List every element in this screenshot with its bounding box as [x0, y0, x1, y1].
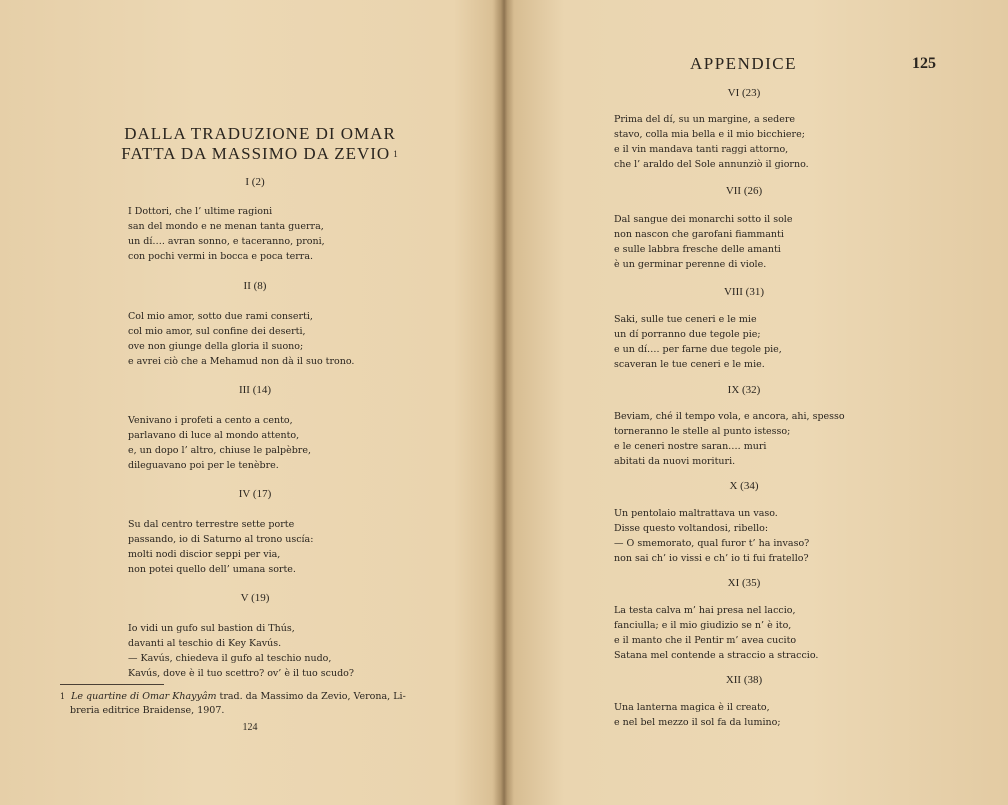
footnote-marker: 1	[393, 149, 399, 159]
stanza-heading: I (2)	[245, 176, 265, 188]
running-head: APPENDICE	[690, 54, 798, 73]
stanza	[614, 312, 782, 372]
verse-line: Beviam, ché il tempo vola, e ancora, ahi, spesso	[614, 411, 845, 422]
stanza	[614, 212, 792, 272]
verse-line: Io vidi un gufo sul bastion di Thús,	[128, 623, 295, 634]
verse-line: Dal sangue dei monarchi sotto il sole	[614, 214, 793, 225]
verse-line: è un germinar perenne di viole.	[614, 259, 767, 270]
verse-line: Un pentolaio maltrattava un vaso.	[614, 508, 778, 519]
page-number: 124	[242, 722, 258, 733]
verse-line: Satana mel contende a straccio a straccio.	[614, 650, 819, 661]
stanza-heading: II (8)	[243, 280, 267, 292]
right-page	[504, 0, 1008, 805]
verse-line: un dí…. avran sonno, e taceranno, proni,	[128, 236, 325, 247]
footnote	[60, 690, 460, 718]
verse-line: dileguavano poi per le tenèbre.	[128, 460, 279, 471]
verse-line: e le ceneri nostre saran…. muri	[614, 441, 767, 452]
verse-line: e sulle labbra fresche delle amanti	[614, 244, 781, 255]
verse-line: Su dal centro terrestre sette porte	[128, 519, 295, 530]
stanza-heading: X (34)	[729, 480, 759, 492]
stanza-heading: V (19)	[240, 592, 270, 604]
verse-line: parlavano di luce al mondo attento,	[128, 430, 300, 441]
verse-line: scaveran le tue ceneri e le mie.	[614, 359, 765, 370]
stanza-heading: IX (32)	[727, 384, 761, 396]
footnote-marker: 1	[60, 692, 66, 701]
verse-line: non sai ch’ io vissi e ch’ io ti fui fratello?	[614, 553, 809, 564]
verse-line: Prima del dí, su un margine, a sedere	[614, 114, 796, 125]
verse-line: e il vin mandava tanti raggi attorno,	[614, 144, 789, 155]
verse-line: col mio amor, sul confine dei deserti,	[128, 326, 306, 337]
verse-line: non potei quello dell’ umana sorte.	[128, 564, 296, 575]
verse-line: abitati da nuovi morituri.	[614, 456, 736, 467]
verse-line: e avrei ciò che a Mehamud non dà il suo trono.	[128, 356, 355, 367]
stanza	[128, 204, 325, 264]
verse-line: — O smemorato, qual furor t’ ha invaso?	[614, 538, 810, 549]
stanza-heading: III (14)	[238, 384, 272, 396]
book-gutter	[492, 0, 514, 805]
verse-line: torneranno le stelle al punto istesso;	[614, 426, 791, 437]
verse-line: e nel bel mezzo il sol fa da lumino;	[614, 717, 781, 728]
verse-line: con pochi vermi in bocca e poca terra.	[128, 251, 314, 262]
verse-line: Venivano i profeti a cento a cento,	[128, 415, 293, 426]
verse-line: stavo, colla mia bella e il mio bicchiere;	[614, 129, 805, 140]
verse-line: ove non giunge della gloria il suono;	[128, 341, 304, 352]
verse-line: Una lanterna magica è il creato,	[614, 702, 770, 713]
verse-line: e, un dopo l’ altro, chiuse le palpèbre,	[128, 445, 311, 456]
stanza-heading: XI (35)	[727, 577, 761, 589]
page-title	[110, 124, 410, 164]
footnote-divider	[60, 684, 164, 685]
stanza	[128, 413, 311, 473]
footnote-book-title: Le quartine di Omar Khayyâm	[71, 691, 217, 702]
title-line-2-text: FATTA DA MASSIMO DA ZEVIO	[121, 144, 391, 163]
page-number: 125	[912, 55, 936, 72]
verse-line: non nascon che garofani fiammanti	[614, 229, 784, 240]
verse-line: fanciulla; e il mio giudizio se n’ è ito,	[614, 620, 792, 631]
stanza	[128, 517, 313, 577]
stanza-heading: VIII (31)	[723, 286, 764, 298]
stanza-heading: VI (23)	[727, 87, 761, 99]
left-page	[0, 0, 500, 805]
stanza	[614, 603, 818, 663]
verse-line: — Kavús, chiedeva il gufo al teschio nudo,	[128, 653, 332, 664]
verse-line: san del mondo e ne menan tanta guerra,	[128, 221, 324, 232]
title-line-1: DALLA TRADUZIONE DI OMAR	[124, 124, 396, 143]
stanza	[614, 506, 809, 566]
verse-line: che l’ araldo del Sole annunziò il giorno.	[614, 159, 809, 170]
verse-line: e il manto che il Pentir m’ avea cucito	[614, 635, 797, 646]
footnote-continuation: breria editrice Braidense, 1907.	[70, 705, 225, 716]
verse-line: La testa calva m’ hai presa nel laccio,	[614, 605, 796, 616]
stanza	[614, 112, 809, 172]
title-line-2	[110, 144, 410, 164]
verse-line: e un dí…. per farne due tegole pie,	[614, 344, 782, 355]
verse-line: molti nodi discior seppi per via,	[128, 549, 281, 560]
stanza-heading: IV (17)	[238, 488, 272, 500]
verse-line: un dí porranno due tegole pie;	[614, 329, 761, 340]
stanza	[614, 409, 845, 469]
verse-line: Col mio amor, sotto due rami conserti,	[128, 311, 313, 322]
stanza-heading: VII (26)	[725, 185, 763, 197]
stanza-heading: XII (38)	[725, 674, 763, 686]
verse-line: davanti al teschio di Key Kavús.	[128, 638, 282, 649]
stanza	[128, 309, 354, 369]
verse-line: Disse questo voltandosi, ribello:	[614, 523, 769, 534]
verse-line: Saki, sulle tue ceneri e le mie	[614, 314, 757, 325]
verse-line: I Dottori, che l’ ultime ragioni	[128, 206, 273, 217]
stanza	[128, 621, 354, 681]
stanza	[614, 700, 781, 730]
footnote-text: trad. da Massimo da Zevio, Verona, Li-	[216, 691, 406, 702]
verse-line: passando, io di Saturno al trono uscía:	[128, 534, 314, 545]
verse-line: Kavús, dove è il tuo scettro? ov’ è il tuo scudo?	[128, 668, 354, 679]
